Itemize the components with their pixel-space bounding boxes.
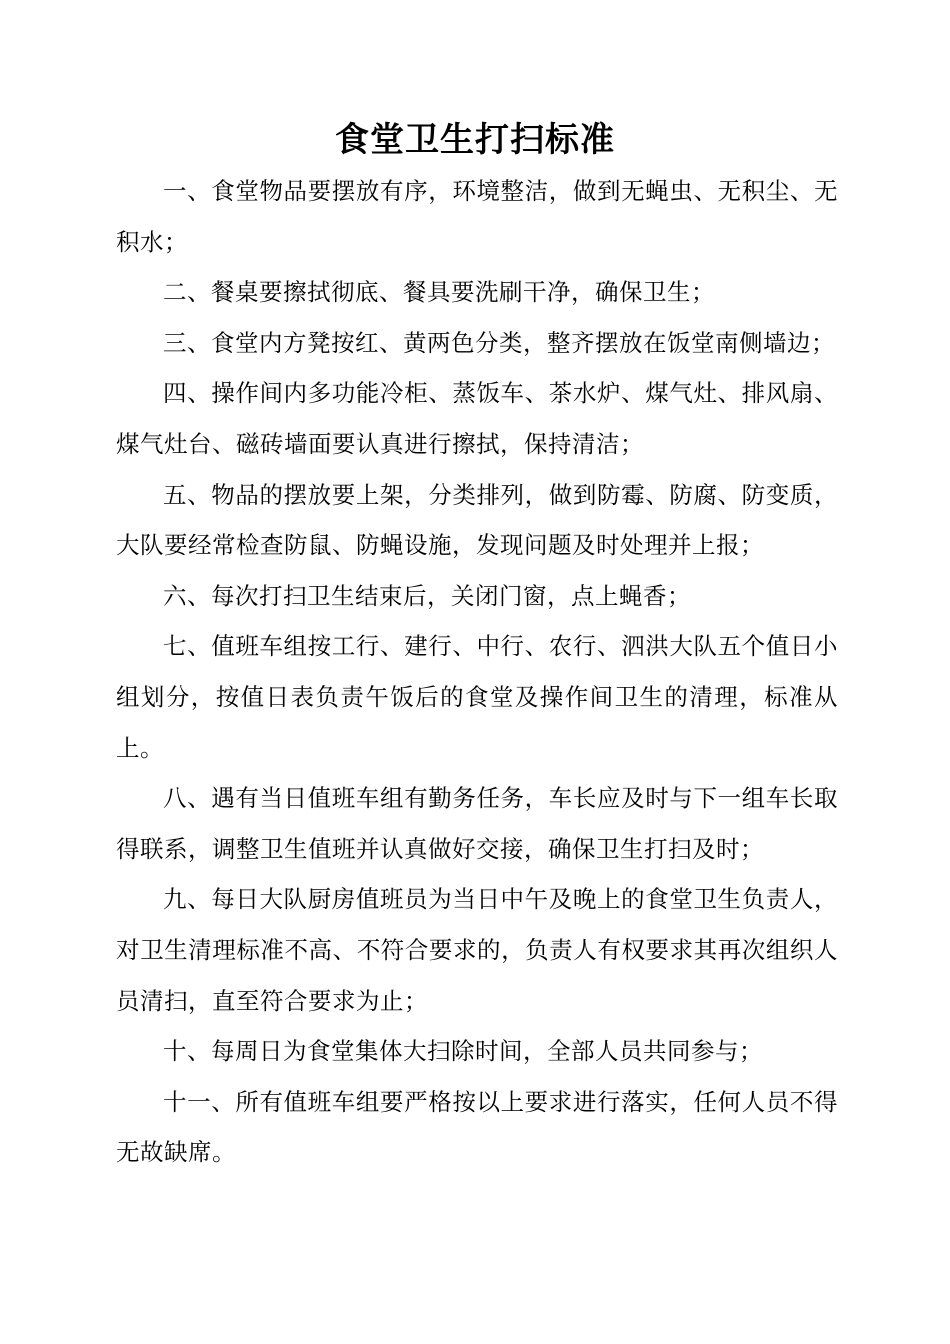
paragraph-11: 十一、所有值班车组要严格按以上要求进行落实，任何人员不得无故缺席。 xyxy=(116,1087,838,1167)
paragraph-8: 八、遇有当日值班车组有勤务任务，车长应及时与下一组车长取得联系，调整卫生值班并认真做好交接，确保卫生打扫及时； xyxy=(116,784,838,863)
document-title: 食堂卫生打扫标准 xyxy=(335,120,615,160)
paragraph-5: 五、物品的摆放要上架，分类排列，做到防霉、防腐、防变质，大队要经常检查防鼠、防蝇设施，发现问题及时处理并上报； xyxy=(116,480,838,560)
paragraph-1: 一、食堂物品要摆放有序，环境整洁，做到无蝇虫、无积尘、无积水； xyxy=(116,177,838,256)
paragraph-3: 三、食堂内方凳按红、黄两色分类，整齐摆放在饭堂南侧墙边； xyxy=(163,328,835,357)
document-body xyxy=(116,166,838,1178)
paragraph-9: 九、每日大队厨房值班员为当日中午及晚上的食堂卫生负责人，对卫生清理标准不高、不符合要求的，负责人有权要求其再次组织人员清扫，直至符合要求为止； xyxy=(116,885,838,1015)
paragraph-6: 六、每次打扫卫生结束后，关闭门窗，点上蝇香； xyxy=(163,581,691,610)
paragraph-7: 七、值班车组按工行、建行、中行、农行、泗洪大队五个值日小组划分，按值日表负责午饭后的食堂及操作间卫生的清理，标准从上。 xyxy=(116,632,838,762)
paragraph-10: 十、每周日为食堂集体大扫除时间，全部人员共同参与； xyxy=(163,1037,763,1066)
paragraph-4: 四、操作间内多功能冷柜、蒸饭车、茶水炉、煤气灶、排风扇、煤气灶台、磁砖墙面要认真进行擦拭，保持清洁； xyxy=(116,379,838,458)
paragraph-2: 二、餐桌要擦拭彻底、餐具要洗刷干净，确保卫生； xyxy=(163,278,715,307)
